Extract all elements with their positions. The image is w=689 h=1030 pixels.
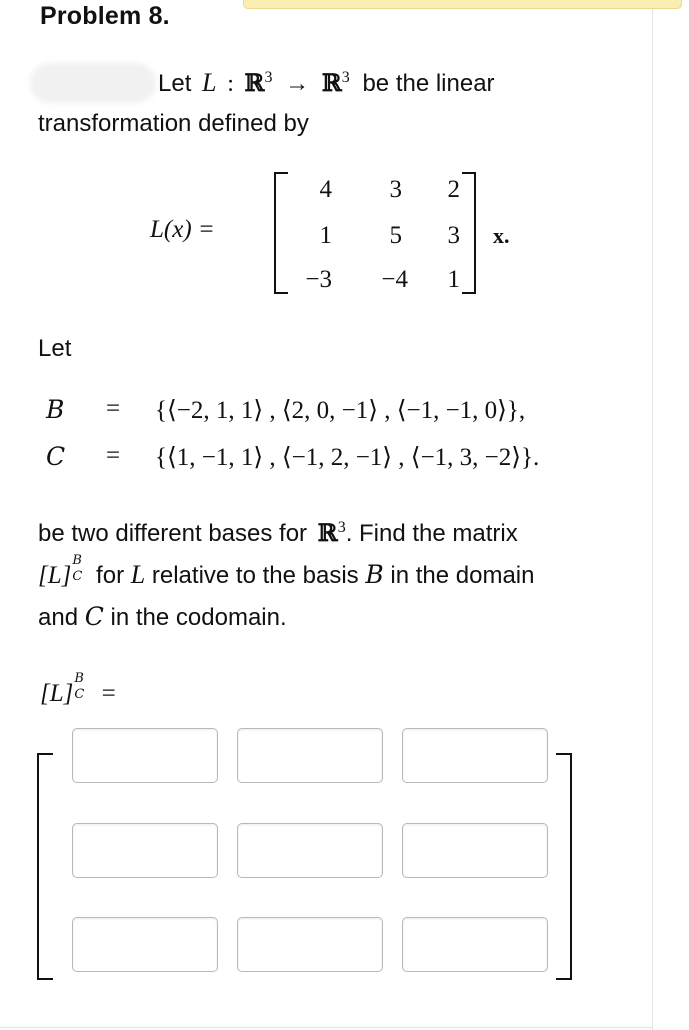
basis-B-symbol: B — [46, 395, 65, 424]
question-line-1 — [38, 518, 518, 548]
subscript-C: C — [72, 569, 83, 584]
real-space-codomain: ℝ — [321, 68, 342, 97]
answer-subscript-C: C — [74, 687, 85, 702]
matrix-notation-indices — [71, 553, 85, 584]
colon: : — [227, 71, 234, 97]
answer-equals: = — [101, 680, 116, 707]
answer-cell-2-1[interactable] — [72, 823, 218, 878]
answer-cell-1-1[interactable] — [72, 728, 218, 783]
highlight-bar — [243, 0, 682, 9]
matrix-right-bracket — [462, 172, 476, 294]
question-line-3 — [38, 602, 287, 632]
vector-x: x. — [493, 223, 510, 248]
basis-B-equals: = — [106, 395, 121, 422]
matrix-entry: 2 — [447, 176, 460, 203]
answer-cell-2-3[interactable] — [402, 823, 548, 878]
let-label: Let — [38, 335, 72, 362]
matrix-entry: 3 — [389, 176, 402, 203]
exponent-domain: 3 — [264, 69, 273, 86]
question-text-b: . Find the matrix — [345, 520, 518, 547]
lhs-text: L(x) = — [150, 216, 215, 243]
transformation-lhs — [150, 216, 215, 244]
let-word: Let — [158, 70, 192, 97]
matrix-entry: 5 — [389, 222, 402, 249]
superscript-B: B — [72, 553, 82, 568]
basis-C-set: {⟨1, −1, 1⟩ , ⟨−1, 2, −1⟩ , ⟨−1, 3, −2⟩}. — [155, 444, 540, 471]
L-variable: L — [202, 68, 217, 97]
answer-cell-2-2[interactable] — [237, 823, 383, 878]
codomain-text: in the codomain. — [110, 604, 287, 631]
answer-left-bracket — [37, 753, 53, 980]
answer-label-L: [L] — [40, 680, 74, 707]
exponent-codomain: 3 — [341, 69, 350, 86]
question-line-2 — [38, 553, 535, 590]
domain-text: in the domain — [390, 562, 535, 589]
matrix-notation-L: [L] — [38, 562, 72, 589]
question-text-a: be two different bases for — [38, 520, 308, 547]
answer-right-bracket — [556, 753, 572, 980]
answer-cell-1-3[interactable] — [402, 728, 548, 783]
basis-B-set: {⟨−2, 1, 1⟩ , ⟨2, 0, −1⟩ , ⟨−1, −1, 0⟩}, — [155, 397, 526, 424]
matrix-entry: 1 — [319, 222, 332, 249]
basis-C-inline: C — [84, 602, 104, 631]
real-space-exponent: 3 — [337, 519, 346, 536]
basis-C-symbol: C — [46, 442, 66, 471]
arrow-icon: → — [285, 71, 310, 97]
matrix-entry: 4 — [319, 176, 332, 203]
matrix-notation — [38, 562, 71, 589]
answer-cell-3-1[interactable] — [72, 917, 218, 972]
answer-label — [40, 671, 116, 708]
redacted-region — [30, 63, 156, 103]
answer-superscript-B: B — [74, 671, 84, 686]
matrix-entry: −4 — [381, 266, 408, 293]
problem-statement-line-2: transformation defined by — [38, 110, 309, 137]
matrix-left-bracket — [274, 172, 288, 294]
problem-statement-line-1 — [158, 68, 495, 98]
and-text: and — [38, 604, 79, 631]
for-text: for — [96, 562, 125, 589]
problem-title: Problem 8. — [40, 2, 170, 30]
linear-text: be the linear — [362, 70, 495, 97]
answer-cell-3-2[interactable] — [237, 917, 383, 972]
answer-cell-1-2[interactable] — [237, 728, 383, 783]
real-space-symbol: ℝ — [317, 518, 338, 547]
page-right-border — [652, 0, 653, 1030]
page-bottom-border — [0, 1027, 652, 1028]
L-variable-2: L — [130, 560, 146, 589]
matrix-entry: 3 — [447, 222, 460, 249]
matrix-entry: 1 — [447, 266, 460, 293]
matrix-entry: −3 — [305, 266, 332, 293]
basis-B-inline: B — [365, 560, 384, 589]
answer-cell-3-3[interactable] — [402, 917, 548, 972]
answer-label-indices — [73, 671, 89, 702]
real-space-domain: ℝ — [244, 68, 265, 97]
basis-C-equals: = — [106, 442, 121, 469]
relative-text: relative to the basis — [151, 562, 359, 589]
